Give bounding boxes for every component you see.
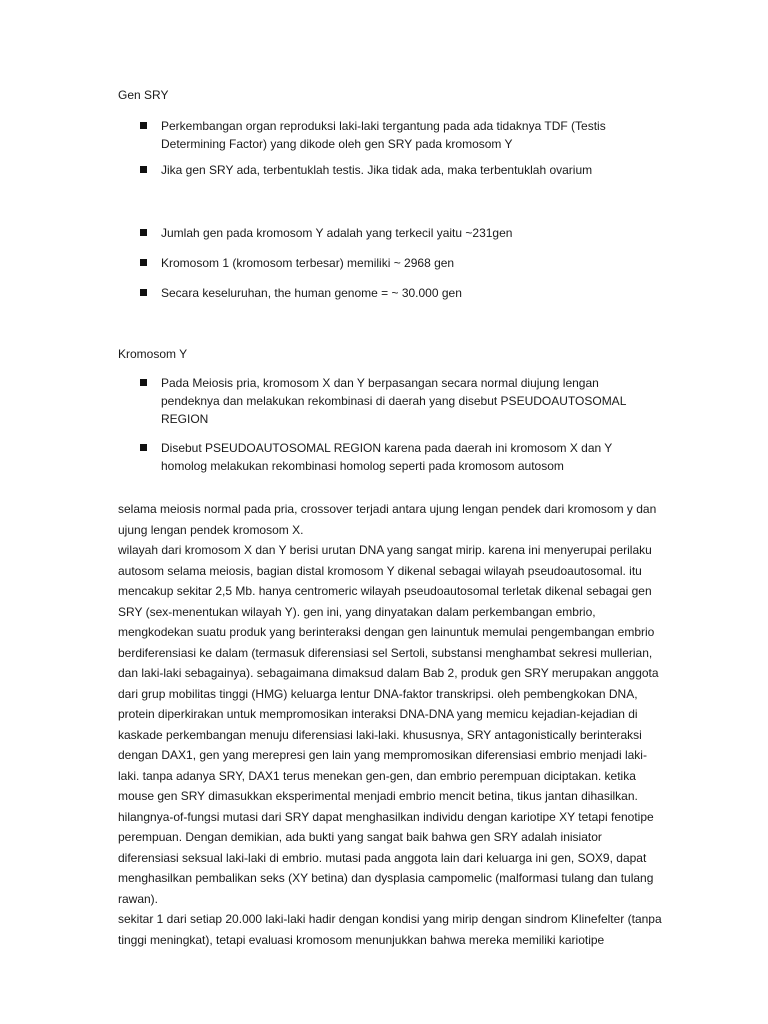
body-text bbox=[118, 499, 663, 950]
square-bullet-icon bbox=[140, 444, 147, 451]
list-item bbox=[140, 161, 660, 179]
bullet-text: Disebut PSEUDOAUTOSOMAL REGION karena pada daerah ini kromosom X dan Y homolog melakukan rekombinasi homolog seperti pada kromosom autosom bbox=[161, 441, 613, 473]
list-item bbox=[140, 374, 660, 428]
bullet-text: Kromosom 1 (kromosom terbesar) memiliki ~ 2968 gen bbox=[161, 256, 455, 270]
paragraph: selama meiosis normal pada pria, crossover terjadi antara ujung lengan pendek dari kromosom y dan ujung lengan pendek kromosom X. bbox=[118, 502, 657, 537]
heading-kromosom-y: Kromosom Y bbox=[118, 347, 188, 361]
bullet-text: Jika gen SRY ada, terbentuklah testis. Jika tidak ada, maka terbentuklah ovarium bbox=[161, 163, 593, 177]
bullet-list-gene-counts bbox=[140, 224, 660, 302]
square-bullet-icon bbox=[140, 229, 147, 236]
square-bullet-icon bbox=[140, 259, 147, 266]
bullet-text: Secara keseluruhan, the human genome = ~ 30.000 gen bbox=[161, 286, 462, 300]
square-bullet-icon bbox=[140, 289, 147, 296]
square-bullet-icon bbox=[140, 122, 147, 129]
square-bullet-icon bbox=[140, 379, 147, 386]
bullet-text: Jumlah gen pada kromosom Y adalah yang terkecil yaitu ~231gen bbox=[161, 226, 513, 240]
bullet-text: Perkembangan organ reproduksi laki-laki tergantung pada ada tidaknya TDF (Testis Determining Factor) yang dikode oleh gen SRY pada kromosom Y bbox=[161, 119, 606, 151]
bullet-list-gen-sry bbox=[140, 117, 660, 179]
square-bullet-icon bbox=[140, 166, 147, 173]
list-item bbox=[140, 224, 660, 242]
list-item bbox=[140, 117, 660, 153]
paragraph: wilayah dari kromosom X dan Y berisi urutan DNA yang sangat mirip. karena ini menyerupai perilaku autosom selama meiosis, bagian distal kromosom Y dikenal sebagai wilayah pseudoautosomal. itu mencakup sekitar 2,5 Mb. hanya centromeric wilayah pseudoautosomal terletak dikenal sebagai gen SRY (sex-menentukan wilayah Y). gen ini, yang dinyatakan dalam perkembangan embrio, mengkodekan suatu produk yang berinteraksi dengan gen lainuntuk memulai pengembangan embrio berdiferensiasi ke dalam (termasuk diferensiasi sel Sertoli, substansi menghambat sekresi mullerian, dan laki-laki sebagainya). sebagaimana dimaksud dalam Bab 2, produk gen SRY merupakan anggota dari grup mobilitas tinggi (HMG) keluarga lentur DNA-faktor transkripsi. oleh pembengkokan DNA, protein diperkirakan untuk mempromosikan interaksi DNA-DNA yang memicu kejadian-kejadian di kaskade perkembangan menuju diferensiasi laki-laki. khususnya, SRY antagonistically berinteraksi dengan DAX1, gen yang merepresi gen lain yang mempromosikan diferensiasi embrio menjadi laki-laki. tanpa adanya SRY, DAX1 terus menekan gen-gen, dan embrio perempuan diciptakan. ketika mouse gen SRY dimasukkan eksperimental menjadi embrio mencit betina, tikus jantan dihasilkan. hilangnya-of-fungsi mutasi dari SRY dapat menghasilkan individu dengan kariotipe XY tetapi fenotipe perempuan. Dengan demikian, ada bukti yang sangat baik bahwa gen SRY adalah inisiator diferensiasi seksual laki-laki di embrio. mutasi pada anggota lain dari keluarga ini gen, SOX9, dapat menghasilkan pembalikan seks (XY betina) dan dysplasia campomelic (malformasi tulang dan tulang rawan). bbox=[118, 543, 659, 906]
list-item bbox=[140, 254, 660, 272]
bullet-text: Pada Meiosis pria, kromosom X dan Y berpasangan secara normal diujung lengan pendeknya dan melakukan rekombinasi di daerah yang disebut PSEUDOAUTOSOMAL REGION bbox=[161, 376, 626, 426]
list-item bbox=[140, 284, 660, 302]
list-item bbox=[140, 439, 660, 475]
bullet-list-kromosom-y bbox=[140, 374, 660, 475]
paragraph: sekitar 1 dari setiap 20.000 laki-laki hadir dengan kondisi yang mirip dengan sindrom Klinefelter (tanpa tinggi meningkat), tetapi evaluasi kromosom menunjukkan bahwa mereka memiliki kariotipe bbox=[118, 912, 662, 947]
heading-gen-sry: Gen SRY bbox=[118, 88, 169, 102]
